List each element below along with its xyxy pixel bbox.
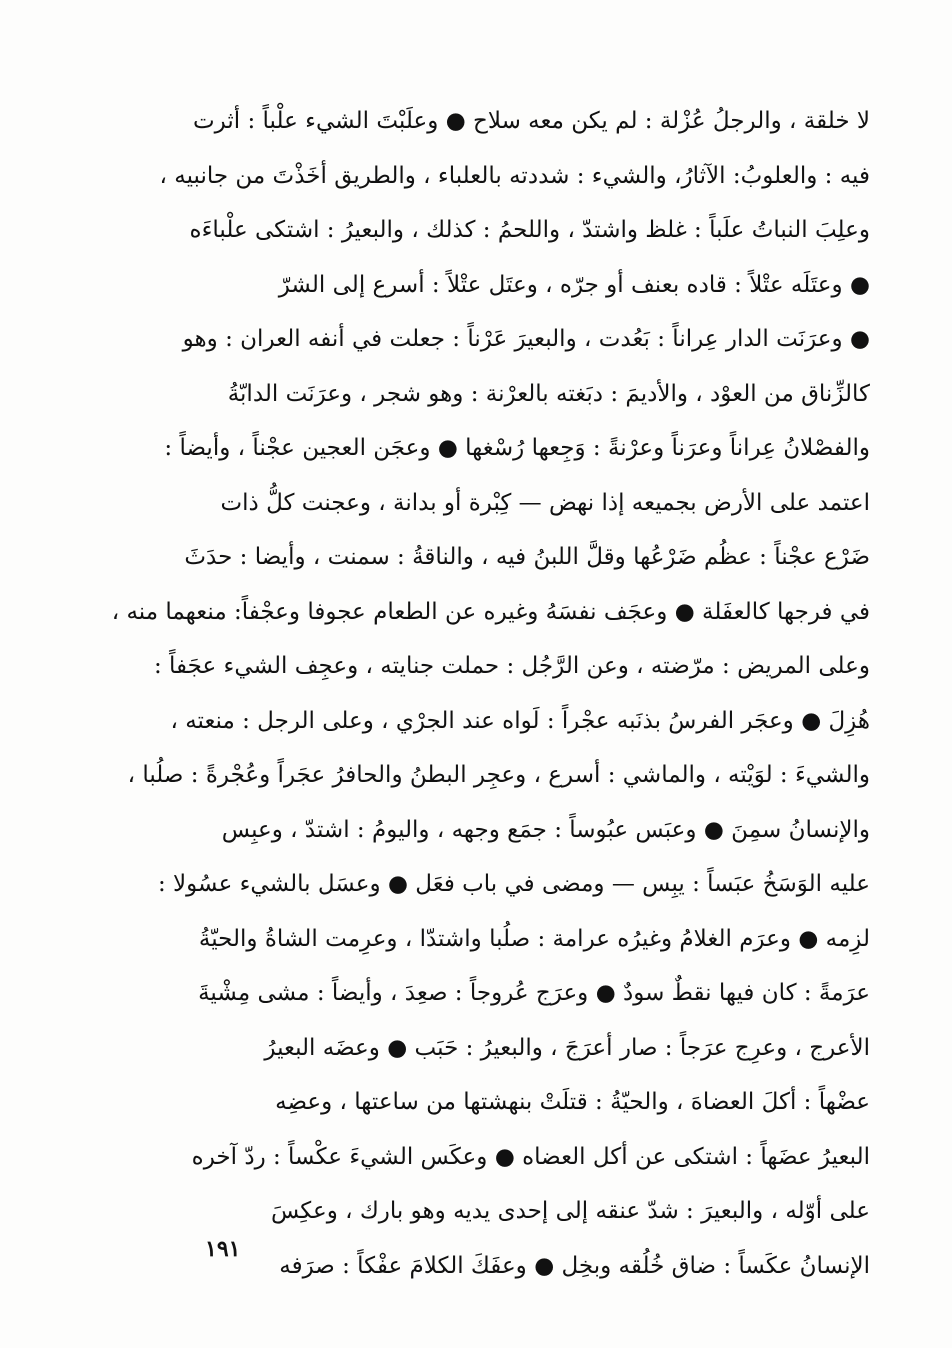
text-line-21: على أوّله ، والبعيرَ : شدّ عنقه إلى إحدى يديه وهو بارك ، وعكِسَ <box>270 1198 870 1224</box>
text-line-5: ● وعرَنَت الدار عِراناً : بَعُدت ، والبعيرَ عَرْناً : جعلت في أنفه العران : وهو <box>182 326 870 352</box>
text-line-8: اعتمد على الأرض بجميعه إذا نهض — كِبْرة أو بدانة ، وعجنت كلُّ ذات <box>220 489 870 516</box>
text-line-4: ● وعتَلَه عتْلاً : قاده بعنف أو جرّه ، وعتَل عتْلاً : أسرع إلى الشرّ <box>278 271 870 298</box>
text-line-9: ضَرْع عجْناً : عظُم ضَرْعُها وقلَّ اللبنُ فيه ، والناقةُ : سمنت ، وأيضا : حدَثَ <box>184 544 870 570</box>
text-line-1: لا خلقة ، والرجلُ عُزْلة : لم يكن معه سلاح ● وعلَبْتَ الشيء علْباً : أثرت <box>193 108 870 134</box>
text-line-19: عضْهاً : أكلَ العضاهَ ، والحيّةُ : قتلَتْ بنهشتها من ساعتها ، وعضِه <box>275 1089 870 1115</box>
text-line-11: وعلى المريض : مرّضته ، وعن الرَّجُل : حملت جنايته ، وعجِف الشيء عجَفاً : <box>153 653 870 679</box>
text-line-14: والإنسانُ سمِنَ ● وعبَس عبُوساً : جمَع وجهه ، واليومُ : اشتدّ ، وعبِس <box>221 816 870 843</box>
text-line-18: الأعرج ، وعرِج عرَجاً : صار أعرَجَ ، والبعيرُ : حَبَب ● وعضَه البعيرُ <box>264 1034 870 1061</box>
text-line-22: الإنسانُ عكَساً : ضاق خُلُقه وبخِل ● وعفَكَ الكلامَ عفْكاً : صرَفه <box>279 1252 870 1279</box>
text-line-15: عليه الوَسَخُ عبَساً : يبِس — ومضى في باب فعَل ● وعسَل بالشيء عسُولا : <box>158 871 870 897</box>
text-line-20: البعيرُ عضَهاً : اشتكى عن أكل العضاه ● وعكَس الشيءَ عكْساً : ردّ آخره <box>191 1143 870 1170</box>
text-line-3: وعلِبَ النباتُ علَباً : غلظ واشتدّ ، واللحمُ : كذلك ، والبعيرُ : اشتكى علْباءَه <box>189 217 870 243</box>
body-text <box>111 94 870 1293</box>
text-line-12: هُزِلَ ● وعجَر الفرسُ بذنَبه عجْراً : لَواه عند الجرْي ، وعلى الرجل : منعته ، <box>170 707 870 734</box>
text-line-17: عرَمةً : كان فيها نقطٌ سودٌ ● وعرَج عُروجاً : صعِدَ ، وأيضاً : مشى مِشْيةَ <box>198 980 870 1006</box>
text-line-2: فيه : والعلوبُ: الآثارُ، والشيء : شددته بالعلباء ، والطريق أخَذْتَ من جانبيه ، <box>159 162 870 189</box>
page-number: ١٩١ <box>205 1236 241 1262</box>
text-line-16: لزِمه ● وعرَم الغلامُ وغيرُه عرامة : صلُبا واشتدّا ، وعرِمت الشاةُ والحيّةُ <box>198 925 870 952</box>
text-line-13: والشيءَ : لوَيْته ، والماشي : أسرع ، وعجِر البطنُ والحافرُ عجَراً وعُجْرةً : صلُبا ، <box>127 762 870 788</box>
text-line-7: والفصْلانُ عِراناً وعرَناً وعرْنةً : وَجِعها رُسْغها ● وعجَن العجين عجْناً ، وأيضاً : <box>164 435 870 461</box>
text-line-6: كالزِّناق من العوْد ، والأديمَ : دبَغته بالعرْنة : وهو شجر ، وعرَنَت الدابّةُ <box>227 380 870 407</box>
text-line-10: في فرجها كالعفَلة ● وعجَف نفسَهُ وغيره عن الطعام عجوفا وعجْفاً: منعهما منه ، <box>111 598 870 625</box>
